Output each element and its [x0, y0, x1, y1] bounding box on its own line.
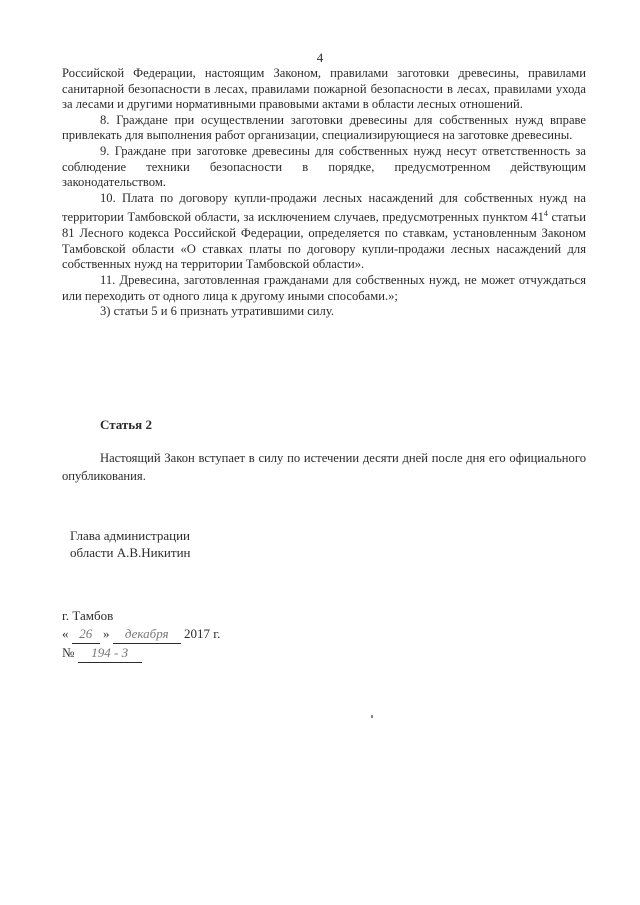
- paragraph-item-10-end: статьи 81 Лесного кодекса Российской Федерации, определяется по ставкам, установленным Законом Тамбовской области «О ставках платы по договору купли-продажи лесных насаждений для собственных нужд на территории Тамбовской области».: [62, 210, 586, 272]
- number-prefix: №: [62, 645, 75, 660]
- scan-speck: [371, 715, 373, 718]
- paragraph-item-3: 3) статьи 5 и 6 признать утратившими силу.: [100, 304, 335, 319]
- paragraph-item-11: 11. Древесина, заготовленная гражданами для собственных нужд, не может отчуждаться или переходить от одного лица к другому иными способами.»;: [62, 272, 586, 303]
- date-day: 26: [72, 625, 100, 644]
- paragraph-item-9: 9. Граждане при заготовке древесины для собственных нужд несут ответственность за соблюдение техники безопасности в порядке, предусмотренном действующим законодательством.: [62, 143, 586, 190]
- paragraph-item-10: [62, 191, 586, 273]
- signature-title: Глава администрации: [70, 528, 191, 543]
- date-year: 2017 г.: [184, 626, 221, 641]
- number-value: 194 - З: [78, 644, 142, 663]
- page-number: 4: [316, 50, 324, 65]
- date-open-quote: «: [62, 626, 69, 641]
- issue-city: г. Тамбов: [62, 608, 114, 623]
- article-2-title: Статья 2: [100, 417, 152, 432]
- date-month: декабря: [113, 625, 181, 644]
- signature-name: области А.В.Никитин: [70, 545, 191, 560]
- paragraph-item-10-start: 10. Плата по договору купли-продажи лесных насаждений для собственных нужд на территории Тамбовской области, за исключением случаев, предусмотренных пунктом 41: [62, 190, 586, 225]
- article-2-text: Настоящий Закон вступает в силу по истечении десяти дней после дня его официального опубликования.: [62, 451, 586, 483]
- document-body: [62, 66, 586, 320]
- date-close-quote: »: [103, 626, 110, 641]
- issue-block: [62, 607, 220, 663]
- paragraph-item-8: 8. Граждане при осуществлении заготовки древесины для собственных нужд вправе привлекать для выполнения работ организации, специализирующиеся на заготовке древесины.: [62, 112, 586, 143]
- paragraph-item-10-superscript: 4: [543, 209, 548, 219]
- issue-number: [62, 644, 220, 663]
- issue-date: [62, 625, 220, 644]
- signature-block: [70, 527, 190, 561]
- paragraph-continuation: Российской Федерации, настоящим Законом, правилами заготовки древесины, правилами санитарной безопасности в лесах, правилами пожарной безопасности в лесах, правилами ухода за лесами и другими нормативными правовыми актами в области лесных отношений.: [62, 66, 586, 112]
